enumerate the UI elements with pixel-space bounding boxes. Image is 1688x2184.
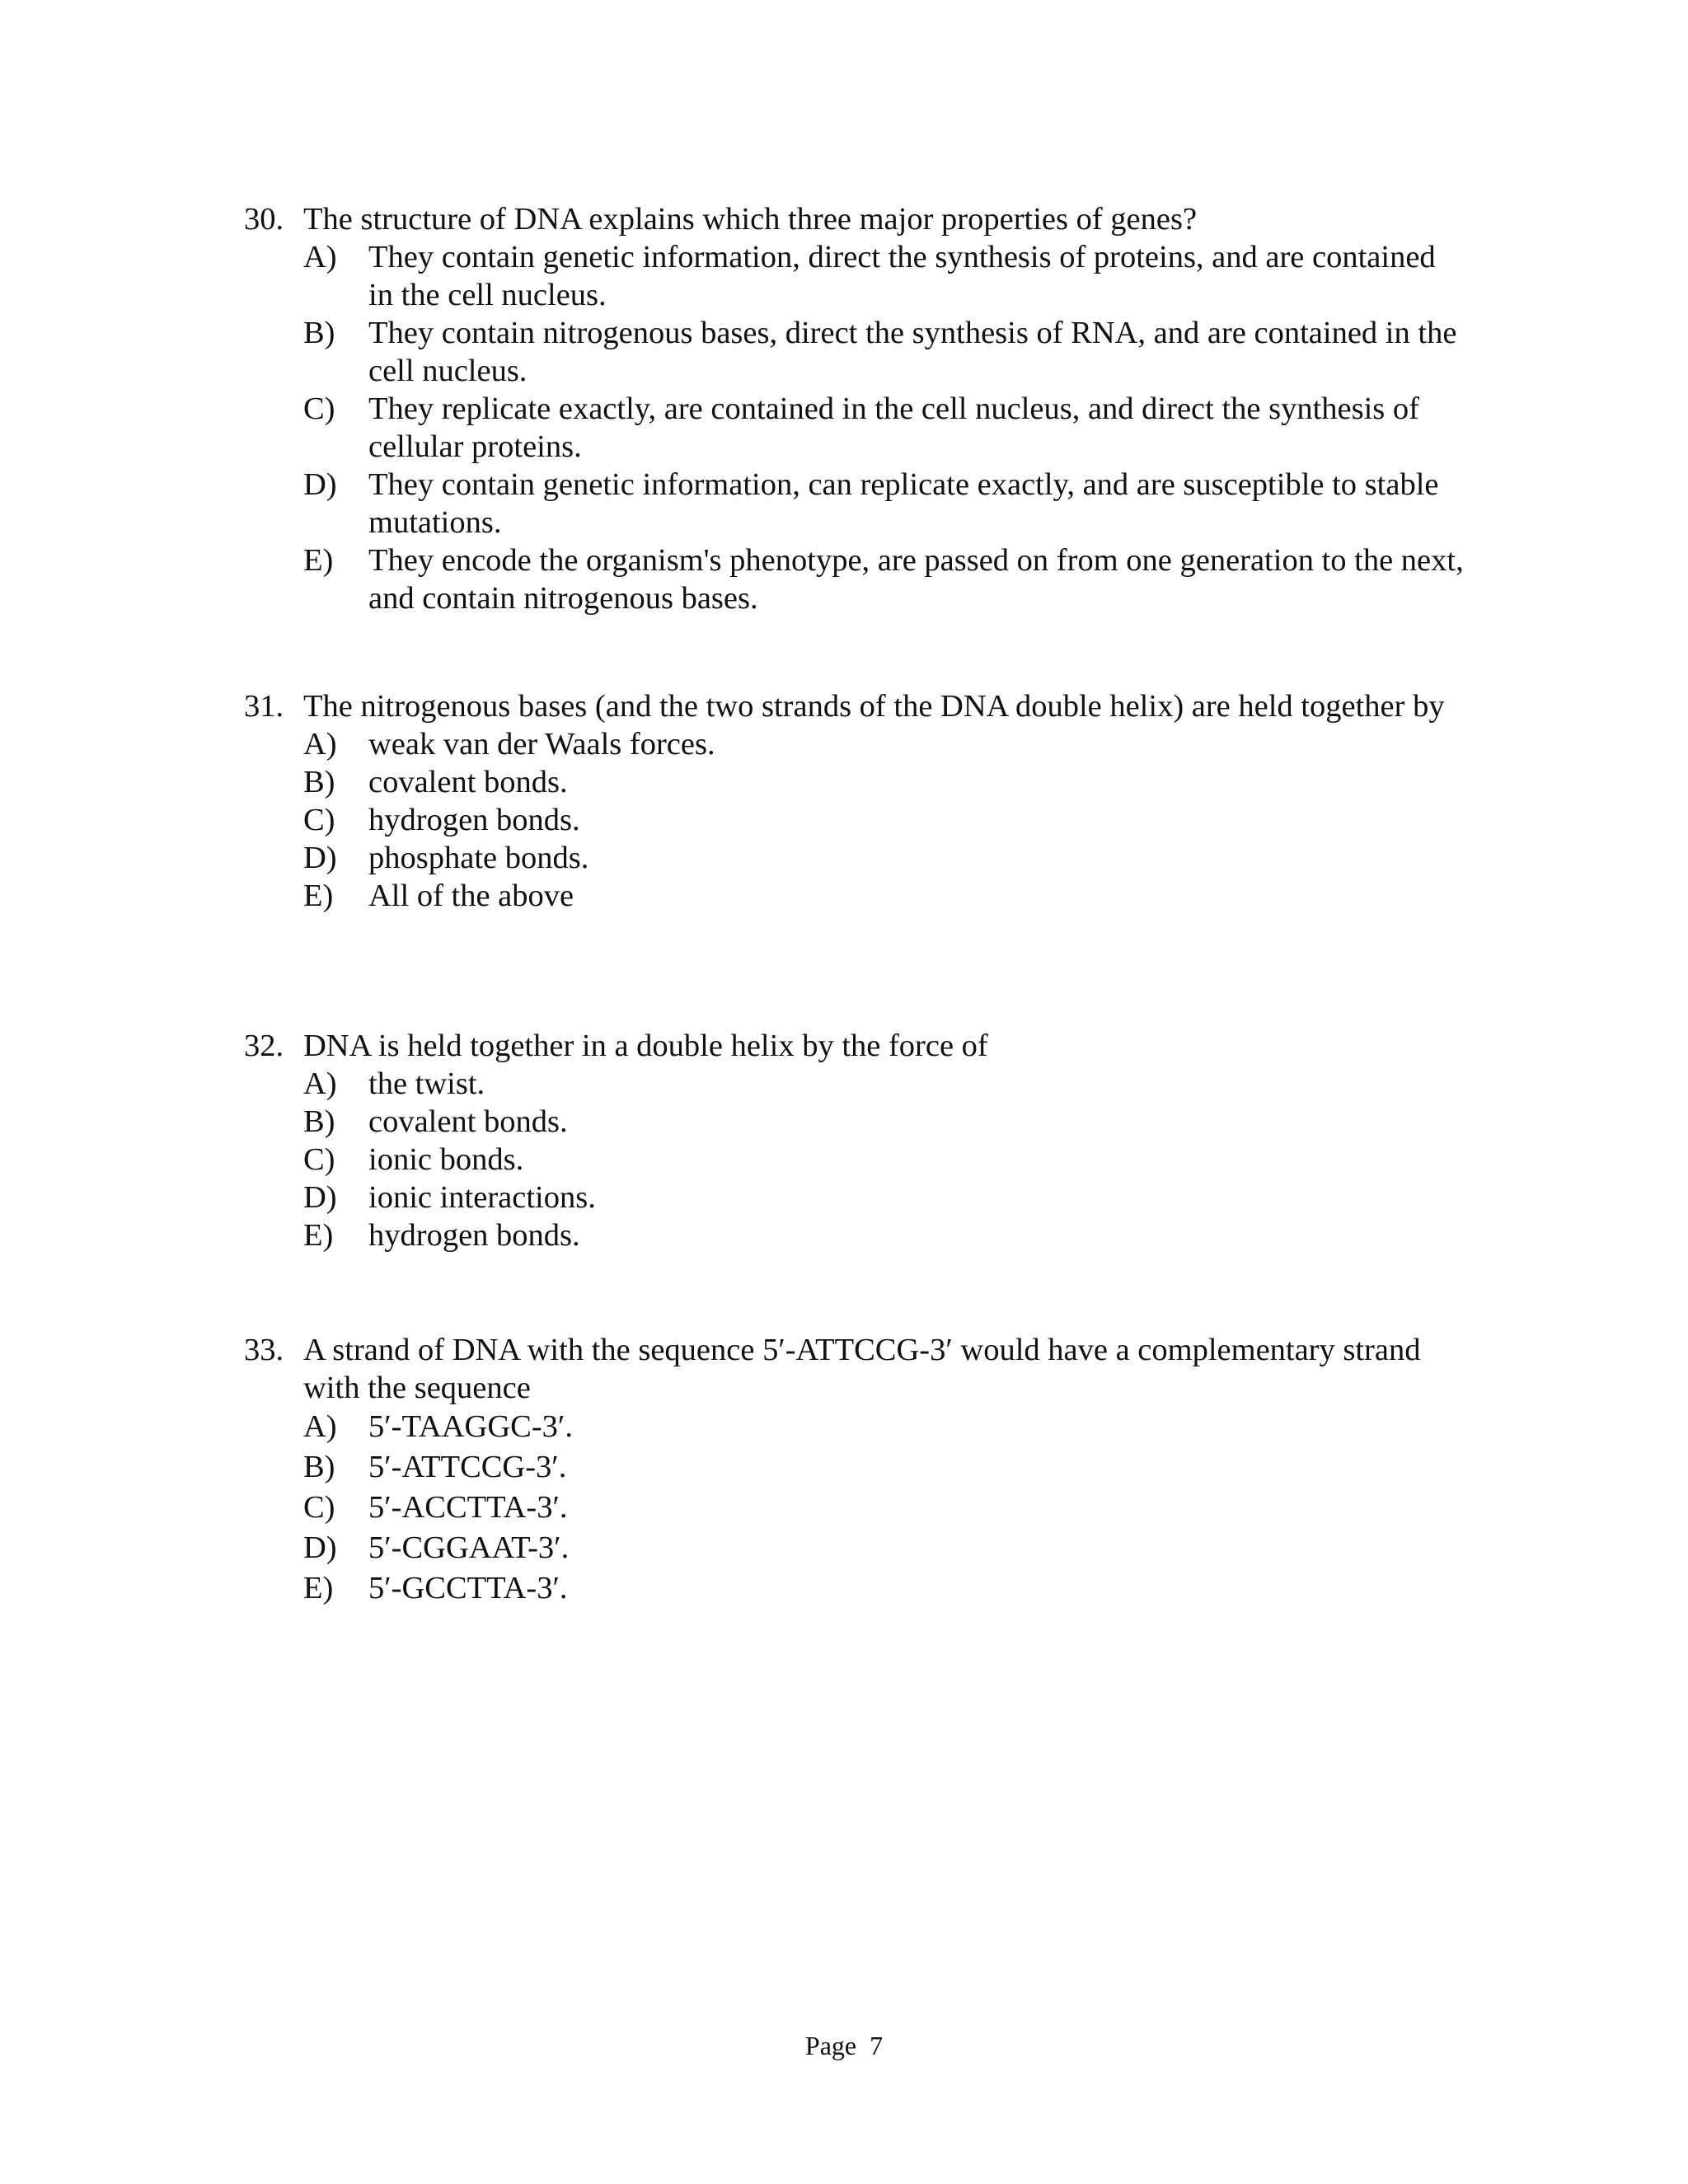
option-c — [303, 801, 1480, 839]
option-list — [303, 725, 1480, 915]
option-text: They contain nitrogenous bases, direct the synthesis of RNA, and are contained in the cell nucleus. — [368, 316, 1457, 388]
option-letter: D) — [303, 1180, 337, 1215]
question-33 — [244, 1331, 1480, 1609]
question-number: 33. — [244, 1333, 284, 1367]
option-text: hydrogen bonds. — [368, 803, 580, 837]
option-a — [303, 1065, 1480, 1103]
option-letter: D) — [303, 841, 337, 875]
option-list — [303, 1065, 1480, 1254]
question-stem: DNA is held together in a double helix by the force of — [303, 1029, 988, 1063]
option-list — [303, 1407, 1480, 1609]
question-stem: A strand of DNA with the sequence 5′-ATTCCG-3′ would have a complementary strand with the sequence — [303, 1333, 1421, 1405]
option-text: weak van der Waals forces. — [368, 727, 715, 762]
option-letter: A) — [303, 240, 337, 274]
option-c — [303, 1488, 1480, 1528]
option-c — [303, 1141, 1480, 1179]
option-letter: B) — [303, 316, 335, 350]
option-d — [303, 466, 1480, 541]
option-text: All of the above — [368, 879, 574, 913]
page-footer — [0, 2029, 1688, 2062]
option-text: 5′-CGGAAT-3′. — [368, 1530, 570, 1565]
option-letter: E) — [303, 1571, 334, 1605]
option-list — [303, 238, 1480, 617]
option-b — [303, 314, 1480, 390]
option-letter: A) — [303, 727, 337, 762]
question-number: 31. — [244, 689, 284, 724]
option-letter: B) — [303, 765, 335, 799]
option-e — [303, 877, 1480, 915]
option-e — [303, 1568, 1480, 1609]
option-b — [303, 763, 1480, 801]
option-text: covalent bonds. — [368, 1104, 568, 1139]
question-32 — [244, 1027, 1480, 1254]
option-text: ionic interactions. — [368, 1180, 596, 1215]
option-text: the twist. — [368, 1066, 485, 1101]
option-d — [303, 1179, 1480, 1216]
option-text: 5′-GCCTTA-3′. — [368, 1571, 568, 1605]
option-e — [303, 1216, 1480, 1254]
question-stem: The structure of DNA explains which three major properties of genes? — [303, 202, 1198, 237]
option-letter: B) — [303, 1104, 335, 1139]
option-letter: E) — [303, 879, 334, 913]
option-letter: D) — [303, 1530, 337, 1565]
option-text: hydrogen bonds. — [368, 1218, 580, 1253]
option-letter: C) — [303, 1490, 335, 1525]
option-text: 5′-TAAGGC-3′. — [368, 1409, 573, 1444]
option-text: phosphate bonds. — [368, 841, 589, 875]
option-text: covalent bonds. — [368, 765, 568, 799]
question-number: 32. — [244, 1029, 284, 1063]
option-text: They contain genetic information, direct the synthesis of proteins, and are contained in the cell nucleus. — [368, 240, 1436, 312]
option-text: They replicate exactly, are contained in the cell nucleus, and direct the synthesis of cellular proteins. — [368, 391, 1419, 464]
option-letter: C) — [303, 391, 335, 426]
option-a — [303, 725, 1480, 763]
page-label: Page — [804, 2031, 857, 2060]
option-letter: E) — [303, 543, 334, 578]
option-a — [303, 1407, 1480, 1447]
option-d — [303, 1528, 1480, 1568]
option-letter: D) — [303, 467, 337, 502]
option-b — [303, 1103, 1480, 1141]
option-b — [303, 1447, 1480, 1488]
option-text: ionic bonds. — [368, 1142, 524, 1177]
page-number: 7 — [870, 2031, 884, 2060]
option-letter: B) — [303, 1450, 335, 1484]
option-e — [303, 541, 1480, 617]
question-30 — [244, 200, 1480, 617]
option-text: They encode the organism's phenotype, are passed on from one generation to the next, and contain nitrogenous bases. — [368, 543, 1464, 616]
option-letter: C) — [303, 1142, 335, 1177]
question-31 — [244, 687, 1480, 915]
option-text: They contain genetic information, can replicate exactly, and are susceptible to stable mutations. — [368, 467, 1439, 540]
option-letter: A) — [303, 1066, 337, 1101]
option-text: 5′-ATTCCG-3′. — [368, 1450, 567, 1484]
option-d — [303, 839, 1480, 877]
option-text: 5′-ACCTTA-3′. — [368, 1490, 568, 1525]
option-letter: C) — [303, 803, 335, 837]
question-stem: The nitrogenous bases (and the two strands of the DNA double helix) are held together by — [303, 689, 1445, 724]
option-c — [303, 390, 1480, 466]
option-letter: E) — [303, 1218, 334, 1253]
question-number: 30. — [244, 202, 284, 237]
option-letter: A) — [303, 1409, 337, 1444]
option-a — [303, 238, 1480, 314]
